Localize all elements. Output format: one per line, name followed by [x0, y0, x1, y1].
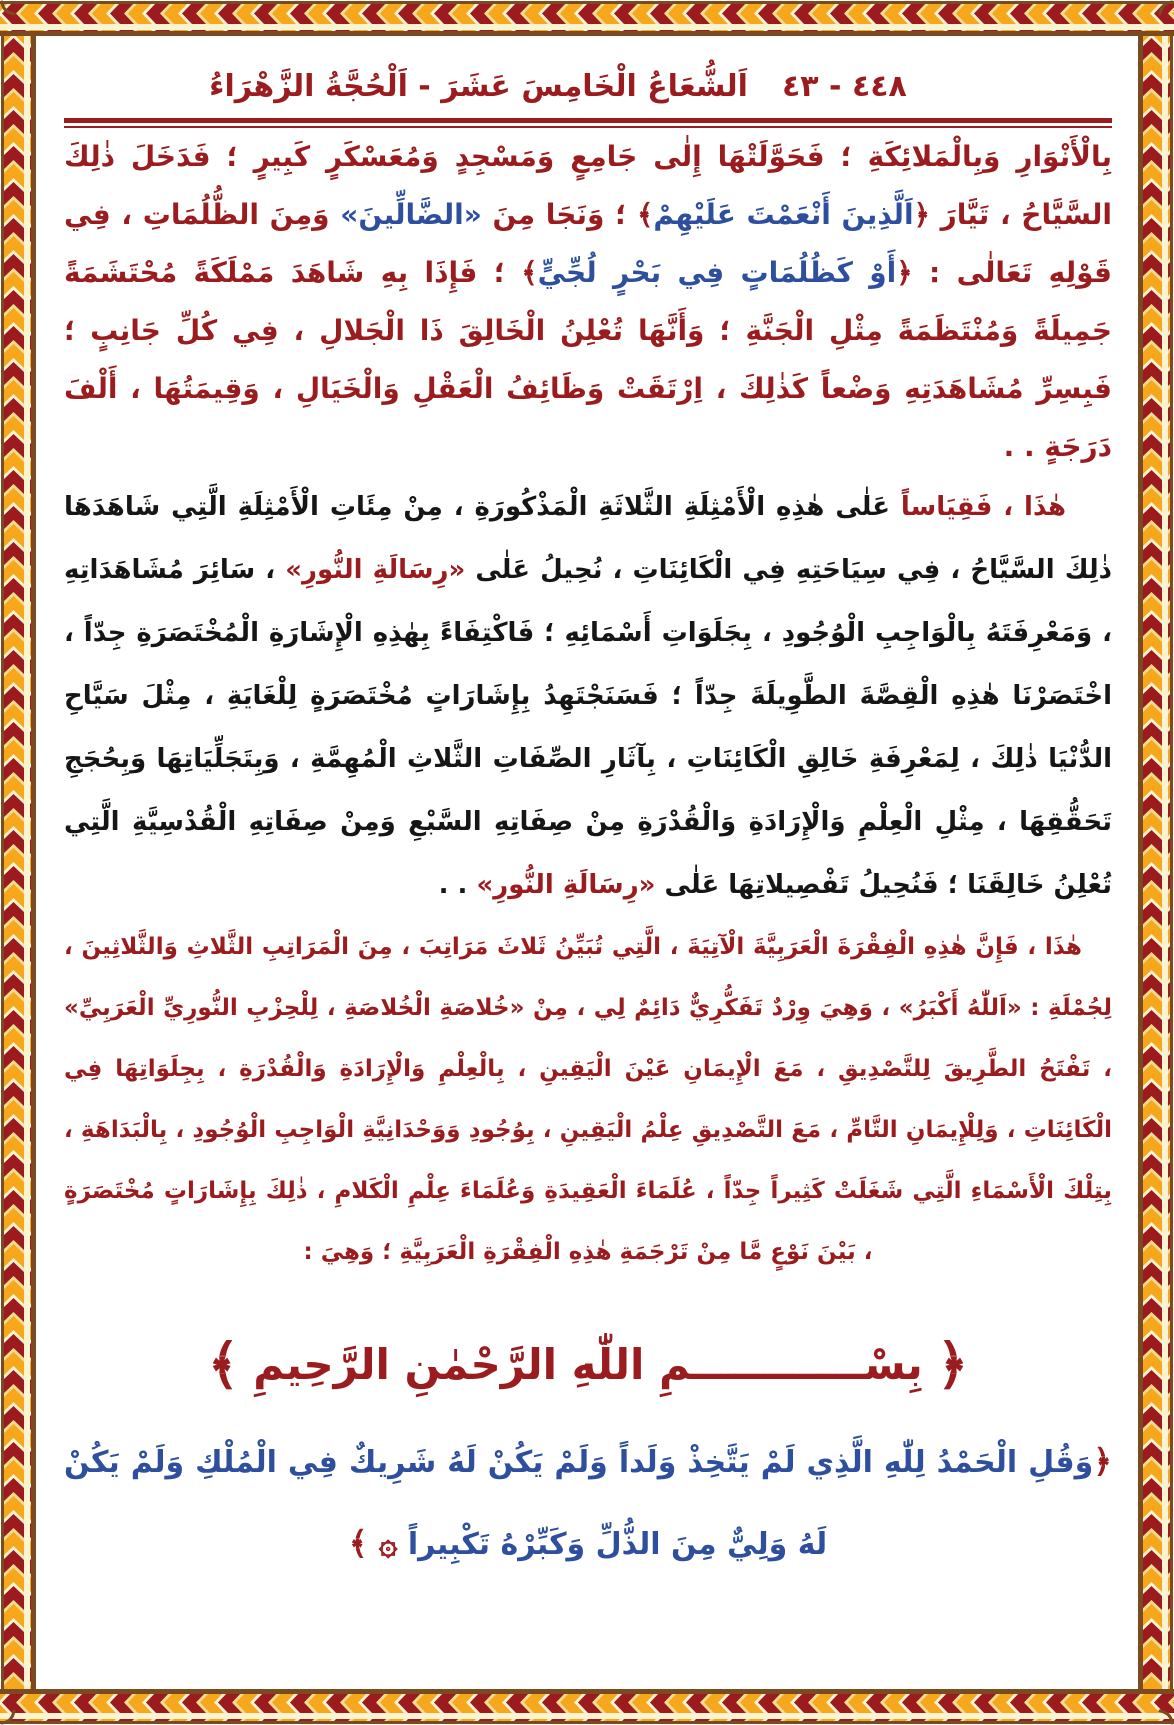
corner-ornament-icon: [1157, 1708, 1174, 1725]
page-title: اَلشُّعَاعُ الْخَامِسَ عَشَرَ - اَلْحُجَّةُ الزَّهْرَاءُ: [209, 69, 748, 104]
text-segment: «الضَّالِّينَ»: [340, 198, 482, 231]
text-segment: ﴿: [913, 198, 930, 231]
basmala-bracket-close-icon: ﴾: [207, 1333, 240, 1396]
text-segment: وَمِنَ الظُّلُمَاتِ ، فِي قَوْلِهِ تَعَالٰى :: [54, 198, 1112, 289]
text-segment: عَلٰى هٰذِهِ الْأَمْثِلَةِ الثَّلاثَةِ الْمَذْكُورَةِ ، مِنْ مِئَاتِ الْأَمْثِلَةِ الَّتِي شَاهَدَهَا ذٰلِكَ السَّيَّاحُ ، فِي سِيَاحَتِهِ فِي الْكَائِنَاتِ ، نُحِيلُ عَلٰى: [54, 492, 1113, 585]
border-left-pattern: [0, 36, 36, 1689]
text-segment: بِالْأَنْوَارِ وَبِالْمَلائِكَةِ ؛ فَحَوَّلَتْهَا إِلٰى جَامِعٍ وَمَسْجِدٍ وَمُعَسْكَرٍ كَبِيرٍ ؛ فَدَخَلَ ذٰلِكَ السَّيَّاحُ ، تَيَّارَ: [54, 140, 1113, 231]
page-numbers: ٤٤٨ - ٤٣: [781, 69, 907, 104]
text-segment: ﴾: [636, 198, 654, 231]
text-segment: ﴿: [896, 256, 913, 289]
text-segment: ﴾: [521, 256, 538, 289]
paragraph-3: [55, 917, 1112, 1283]
text-segment: . .: [438, 870, 477, 900]
text-segment: ۞: [378, 1524, 398, 1562]
basmala-calligraphy: [64, 1309, 1112, 1421]
text-segment: ؛ فَإِذَا بِهِ شَاهَدَ مَمْلَكَةً مُحْتَشَمَةً جَمِيلَةً وَمُنْتَظَمَةً مِثْلِ الْجَنَّةِ ؛ وَأَنَّهَا تُعْلِنُ الْخَالِقَ ذَا الْجَلالِ ، فِي كُلِّ جَانِبٍ ؛ فَبِسِرِّ مُشَاهَدَتِهِ وَضْعاً كَذٰلِكَ ، اِرْتَقَتْ وَظَائِفُ الْعَقْلِ وَالْخَيَالِ ، وَقِيمَتُهَا ، أَلْفَ دَرَجَةٍ . .: [54, 256, 1112, 463]
corner-ornament-icon: [0, 1708, 17, 1725]
paragraph-1: [54, 128, 1113, 476]
text-segment: «رِسَالَةِ النُّورِ»: [476, 870, 656, 900]
text-segment: وَقُلِ الْحَمْدُ لِلّٰهِ الَّذِي لَمْ يَتَّخِذْ وَلَداً وَلَمْ يَكُنْ لَهُ شَرِيكٌ فِي الْمُلْكِ وَلَمْ يَكُنْ لَهُ وَلِيٌّ مِنَ الذُّلِّ وَكَبِّرْهُ تَكْبِيراً: [53, 1445, 1094, 1562]
paragraph-2: [54, 476, 1113, 917]
border-bottom-pattern: [0, 1689, 1174, 1725]
text-segment: ﴾: [348, 1524, 379, 1562]
border-right-pattern: [1138, 36, 1174, 1689]
basmala-bracket-open-icon: ﴿: [936, 1333, 969, 1396]
quran-verse: [53, 1421, 1112, 1585]
text-segment: ﴿: [1093, 1442, 1112, 1480]
text-segment: «رِسَالَةِ النُّورِ»: [285, 555, 466, 585]
text-segment: هٰذَا ، فَقِيَاساً: [900, 492, 1066, 522]
text-segment: ؛ وَنَجَا مِنَ: [481, 198, 637, 231]
header-rule: [64, 118, 1112, 128]
text-segment: اَلَّذِينَ أَنْعَمْتَ عَلَيْهِمْ: [653, 198, 914, 231]
text-segment: ، سَائِرَ مُشَاهَدَاتِهِ ، وَمَعْرِفَتَهُ بِالْوَاجِبِ الْوُجُودِ ، بِجَلَوَاتِ أَسْمَائِهِ ؛ فَاكْتِفَاءً بِهٰذِهِ الْإِشَارَةِ الْمُخْتَصَرَةِ جِدّاً ، اخْتَصَرْنَا هٰذِهِ الْقِصَّةَ الطَّوِيلَةَ جِدّاً ؛ فَسَنَجْتَهِدُ بِإِشَارَاتٍ مُخْتَصَرَةٍ لِلْغَايَةِ ، مِثْلَ سَيَّاحِ الدُّنْيَا ذٰلِكَ ، لِمَعْرِفَةِ خَالِقِ الْكَائِنَاتِ ، بِآثَارِ الصِّفَاتِ الثَّلاثِ الْمُهِمَّةِ ، وَبِتَجَلِّيَاتِهَا وَبِحُجَجِ تَحَقُّقِهَا ، مِثْلِ الْعِلْمِ وَالْإِرَادَةِ وَالْقُدْرَةِ مِنْ صِفَاتِهِ السَّبْعِ وَمِنْ صِفَاتِهِ الْقُدْسِيَّةِ الَّتِي تُعْلِنُ خَالِقَنَا ؛ فَنُحِيلُ تَفْصِيلاتِهَا عَلٰى: [54, 555, 1112, 900]
text-segment: أَوْ كَظُلُمَاتٍ فِي بَحْرٍ لُجِّيٍّ: [537, 256, 897, 289]
page-header: [64, 66, 1112, 108]
corner-ornament-icon: [1157, 0, 1174, 17]
border-top-pattern: [0, 0, 1174, 36]
basmala-text: بِسْــــــــــــمِ اللّٰهِ الرَّحْمٰنِ الرَّحِيمِ: [253, 1339, 923, 1389]
page-content: [36, 36, 1138, 1689]
text-segment: هٰذَا ، فَإِنَّ هٰذِهِ الْفِقْرَةَ الْعَرَبِيَّةَ الْآتِيَةَ ، الَّتِي تُبَيِّنُ ثَلاثَ مَرَاتِبَ ، مِنَ الْمَرَاتِبِ الثَّلاثِ وَالثَّلاثِينَ ، لِجُمْلَةِ : «اَللّٰهُ أَكْبَرُ» ، وَهِيَ وِرْدٌ تَفَكُّرِيٌّ دَائِمٌ لِي ، مِنْ «خُلاصَةِ الْخُلاصَةِ ، لِلْحِزْبِ النُّورِيِّ الْعَرَبِيِّ» ، تَفْتَحُ الطَّرِيقَ لِلتَّصْدِيقِ ، مَعَ الْإِيمَانِ عَيْنَ الْيَقِينِ ، بِالْعِلْمِ وَالْإِرَادَةِ وَالْقُدْرَةِ ، بِجِلَوَاتِهَا فِي الْكَائِنَاتِ ، وَلِلْإِيمَانِ التَّامِّ ، مَعَ التَّصْدِيقِ عِلْمُ الْيَقِينِ ، بِوُجُودِ وَوَحْدَانِيَّةِ الْوَاجِبِ الْوُجُودِ ، بِالْبَدَاهَةِ ، بِتِلْكَ الْأَسْمَاءِ الَّتِي شَغَلَتْ كَثِيراً جِدّاً ، عُلَمَاءَ الْعَقِيدَةِ وَعُلَمَاءَ عِلْمِ الْكَلامِ ، ذٰلِكَ بِإِشَارَاتٍ مُخْتَصَرَةٍ ، بَيْنَ نَوْعٍ مَّا مِنْ تَرْجَمَةِ هٰذِهِ الْفِقْرَةِ الْعَرَبِيَّةِ ؛ وَهِيَ :: [55, 934, 1112, 1265]
corner-ornament-icon: [0, 0, 17, 17]
